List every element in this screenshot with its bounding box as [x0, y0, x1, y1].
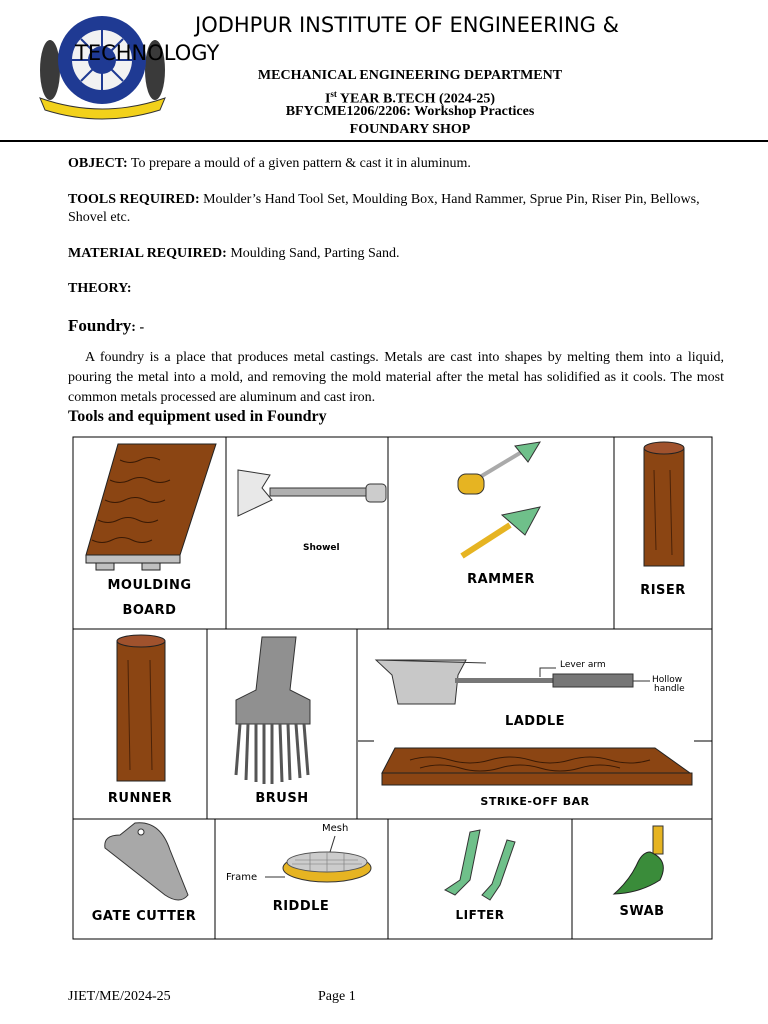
strike-off-bar-image: [382, 748, 692, 785]
gate-cutter-label: GATE CUTTER: [91, 909, 197, 924]
riser-label: RISER: [640, 583, 686, 598]
mesh-label: Mesh: [322, 823, 349, 834]
institute-name-line2: TECHNOLOGY: [75, 41, 220, 65]
object-para: OBJECT: To prepare a mould of a given pattern & cast it in aluminum.: [68, 156, 471, 171]
gate-cutter-image: [105, 823, 188, 900]
foundry-description: A foundry is a place that produces metal castings. Metals are cast into shapes by melting them into a liquid, pouring the metal into a mold, and removing the mold material after the metal has solidified as it cools. The most common metals processed are aluminum and cast iron.: [68, 350, 724, 405]
institute-name-line1: JODHPUR INSTITUTE OF ENGINEERING &: [195, 13, 619, 37]
year-line: Ist YEAR B.TECH (2024-25): [324, 89, 496, 107]
theory-heading: THEORY:: [68, 281, 132, 296]
riddle-image: [265, 836, 371, 882]
course-line: BFYCME1206/2206: Workshop Practices: [285, 104, 535, 119]
foundry-heading: Foundry: -: [68, 316, 145, 335]
lifter-label: LIFTER: [455, 908, 505, 922]
runner-label: RUNNER: [107, 791, 173, 806]
moulding-board-image: [86, 444, 216, 570]
frame-label: Frame: [226, 872, 258, 883]
rammer-image: [458, 442, 540, 556]
ladle-label: LADDLE: [504, 714, 566, 729]
moulding-board-label-2: BOARD: [122, 603, 177, 618]
runner-image: [117, 635, 165, 781]
showel-label: Showel: [303, 543, 340, 553]
tools-para: TOOLS REQUIRED: Moulder’s Hand Tool Set, Moulding Box, Hand Rammer, Sprue Pin, Riser Pin, Bellows, Shovel etc.: [68, 192, 700, 225]
page-number: Page 1: [318, 989, 356, 1004]
showel-image: [238, 470, 386, 516]
hollow-label-2: handle: [654, 684, 685, 694]
footer-code: JIET/ME/2024-25: [68, 989, 171, 1004]
riser-image: [644, 442, 684, 566]
swab-image: [614, 826, 663, 894]
brush-image: [236, 637, 310, 784]
brush-label: BRUSH: [255, 791, 309, 806]
ladle-image: [358, 660, 712, 741]
material-para: MATERIAL REQUIRED: Moulding Sand, Parting Sand.: [68, 246, 400, 261]
swab-label: SWAB: [619, 904, 665, 919]
lever-arm-label: Lever arm: [560, 660, 606, 670]
hollow-label-1: Hollow: [652, 675, 683, 685]
shop-title: FOUNDARY SHOP: [349, 122, 471, 137]
moulding-board-label-1: MOULDING: [107, 578, 192, 593]
strike-off-bar-label: STRIKE-OFF BAR: [480, 795, 590, 808]
lifter-image: [445, 830, 515, 900]
riddle-label: RIDDLE: [272, 899, 330, 914]
department-name: MECHANICAL ENGINEERING DEPARTMENT: [257, 68, 563, 83]
header-divider: [0, 140, 768, 142]
rammer-label: RAMMER: [467, 572, 535, 587]
tools-heading: Tools and equipment used in Foundry: [68, 408, 327, 425]
